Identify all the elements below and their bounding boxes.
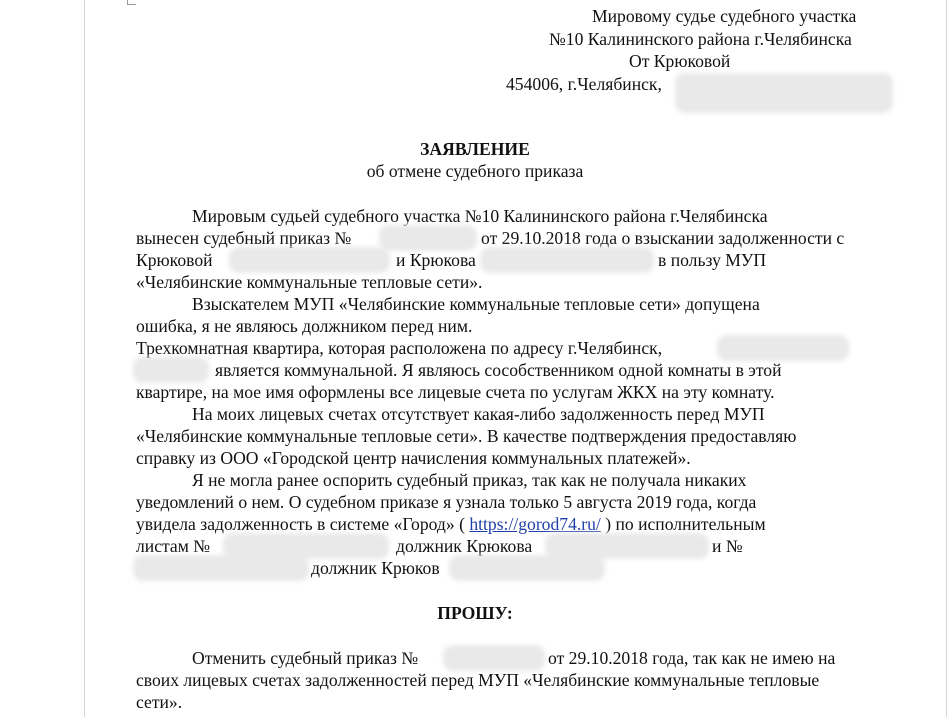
body-line-2a: вынесен судебный приказ № [136, 228, 352, 248]
request-line-2: своих лицевых счетах задолженностей перед МУП «Челябинские коммунальные тепловые [136, 670, 820, 690]
redacted-order-number [382, 228, 474, 248]
document-subtitle: об отмене судебного приказа [366, 161, 584, 181]
body-line-9: квартире, на мое имя оформлены все лицевые счета по услугам ЖКХ на эту комнату. [136, 382, 775, 402]
redacted-apartment-address-b [136, 360, 206, 380]
body-line-17: должник Крюков [311, 558, 440, 578]
margin-corner-mark [127, 0, 136, 5]
body-line-16c: и № [712, 536, 743, 556]
header-line-3: От Крюковой [629, 51, 731, 71]
body-line-11: «Челябинские коммунальные тепловые сети». В качестве подтверждения предоставляю [136, 426, 797, 446]
request-line-1b: от 29.10.2018 года, так как не имею на [548, 648, 836, 668]
body-line-6: ошибка, я не являюсь должником перед ним. [136, 316, 473, 336]
body-line-3a: Крюковой [136, 250, 213, 270]
request-heading: ПРОШУ: [437, 603, 513, 623]
header-line-2: №10 Калининского района г.Челябинска [549, 29, 852, 49]
body-line-16b: должник Крюкова [396, 536, 533, 556]
body-line-3b: и Крюкова [396, 250, 476, 270]
redacted-request-order-number [446, 648, 542, 668]
body-line-4: «Челябинские коммунальные тепловые сети». [136, 272, 483, 292]
body-line-5: Взыскателем МУП «Челябинские коммунальные тепловые сети» допущена [192, 294, 760, 314]
redacted-debtor-1 [232, 250, 387, 270]
body-line-8: является коммунальной. Я являюсь сособственником одной комнаты в этой [215, 360, 782, 380]
body-line-12: справку из ООО «Городской центр начисления коммунальных платежей». [136, 448, 691, 468]
redacted-writ-debtor [548, 536, 706, 556]
body-line-14: уведомлений о нем. О судебном приказе я узнала только 5 августа 2019 года, когда [136, 492, 757, 512]
body-line-15b: ) по исполнительным [605, 514, 766, 534]
gorod74-link[interactable]: https://gorod74.ru/ [469, 514, 601, 534]
request-line-1a: Отменить судебный приказ № [192, 648, 419, 668]
redacted-apartment-address-a [720, 338, 846, 358]
body-line-13: Я не могла ранее оспорить судебный приказ, так как не получала никаких [192, 470, 747, 490]
body-line-15a: увидела задолженность в системе «Город» ( [136, 514, 465, 534]
redacted-writ-number-1 [226, 536, 386, 556]
body-line-7: Трехкомнатная квартира, которая расположена по адресу г.Челябинск, [136, 338, 663, 358]
redacted-debtor-3 [452, 558, 602, 578]
header-line-4: 454006, г.Челябинск, [506, 74, 662, 94]
header-line-1: Мировому судье судебного участка [592, 6, 857, 26]
document-title: ЗАЯВЛЕНИЕ [420, 139, 530, 159]
body-line-3c: в пользу МУП [658, 250, 767, 270]
redacted-writ-number-2 [136, 558, 306, 578]
body-line-15 [136, 513, 766, 535]
body-line-1: Мировым судьей судебного участка №10 Калининского района г.Челябинска [192, 206, 768, 226]
body-line-16a: листам № [136, 536, 211, 556]
request-line-3: сети». [136, 692, 183, 712]
body-line-10: На моих лицевых счетах отсутствует какая-либо задолженность перед МУП [192, 404, 765, 424]
body-line-2b: от 29.10.2018 года о взыскании задолженности с [481, 228, 845, 248]
redacted-debtor-2 [483, 250, 651, 270]
redacted-address [678, 76, 890, 110]
